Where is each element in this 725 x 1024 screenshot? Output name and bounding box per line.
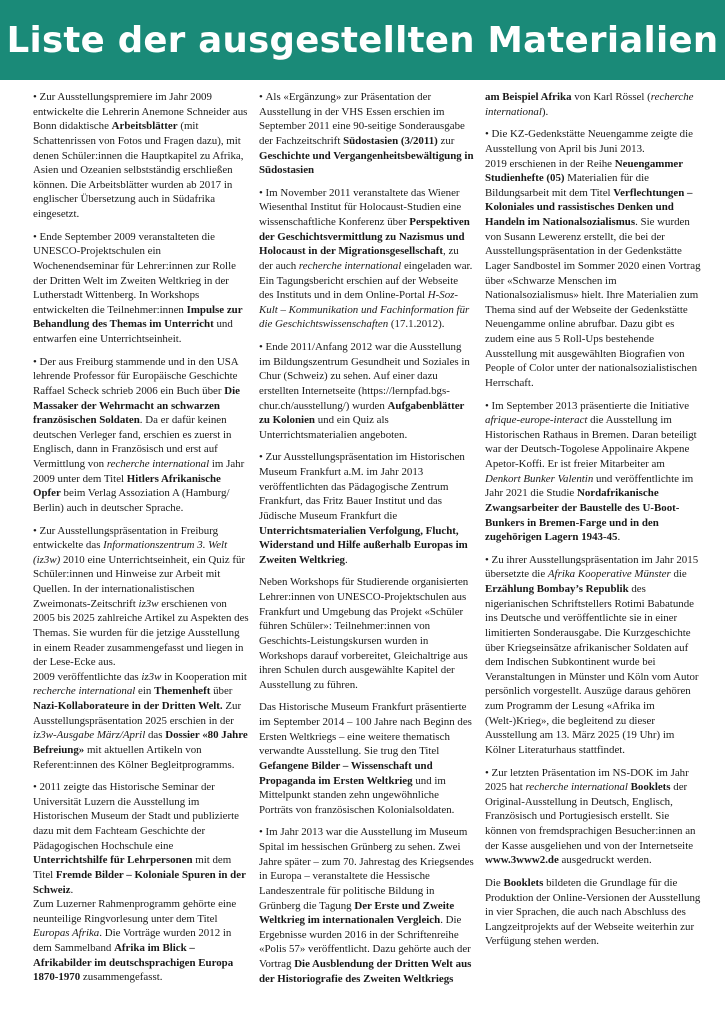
- text-run: eingeladen war. Ein Tagungsbericht erschien auf der Webseite des Instituts und in dem Online-Portal: [259, 259, 473, 302]
- italic-text: iz3w-Ausgabe März/April: [33, 729, 146, 742]
- text-run: Im November 2011 veranstaltete das Wiener Wiesenthal Institut für Holocaust-Studien eine wissenschaftliche Konferenz über: [259, 186, 462, 228]
- text-run: Das Historische Museum Frankfurt präsentierte im September 2014 – 100 Jahre nach Beginn des Ersten Weltkriegs – eine weitere thematisch verwandte Ausstellung. Sie trug den Titel: [259, 701, 472, 758]
- text-run: zur: [437, 134, 455, 147]
- bold-text: Aufgabenblätter zu Kolonien: [259, 399, 465, 427]
- bold-text: Impulse zur Behandlung des Themas im Unterricht: [33, 303, 243, 331]
- text-run: Der aus Freiburg stammende und in den USA lehrende Professor für Europäische Geschichte Raffael Scheck schrieb 2006 ein Buch über: [33, 355, 239, 397]
- text-run: beim Verlag Assoziation A (Hamburg/ Berlin) auch in deutscher Sprache.: [33, 487, 230, 514]
- bullet-paragraph: [485, 553, 701, 758]
- text-run: Zur letzten Präsentation im NS-DOK im Jahr 2025 hat: [485, 766, 689, 794]
- italic-text: afrique-europe-interact: [485, 414, 588, 427]
- text-run: , zu der auch: [259, 245, 459, 272]
- bold-text: Hitlers Afrikanische Opfer: [33, 472, 221, 500]
- text-run: Materialien für die Bildungsarbeit mit dem Titel: [485, 172, 649, 199]
- text-run: ausgedruckt werden.: [558, 854, 652, 867]
- paragraph: [485, 157, 701, 391]
- italic-text: recherche international: [485, 91, 694, 118]
- text-run: im Jahr 2009 unter dem Titel: [33, 458, 245, 485]
- bold-text: Gefangene Bilder – Wissenschaft und Propaganda im Ersten Weltkrieg: [259, 759, 433, 787]
- bullet-paragraph: [485, 399, 701, 545]
- text-run: zusammengefasst.: [80, 971, 163, 984]
- text-run: Ende September 2009 veranstalteten die UNESCO-Projektschulen ein Wochenendseminar für Lehrer:innen zur Rolle der Dritten Welt im Zweiten Weltkrieg in der Lutherstadt Wittenberg. In Workshops entwickelten die Teilnehmer:innen: [33, 230, 236, 316]
- text-run: .: [345, 553, 348, 566]
- text-run: ein: [135, 685, 155, 698]
- text-run: die Ausstellung im Historischen Rathaus in Bremen. Daran beteiligt war der Deutsch-Togolese Appolinaire Akpene Apetor-Koffi. Er ist freier Mitarbeiter am: [485, 414, 697, 470]
- text-run: Im September 2013 präsentierte die Initiative: [491, 399, 690, 412]
- text-run: des nigerianischen Schriftstellers Rotimi Babatunde ins Deutsche und veröffentlichte sie in einer limitierten Sonderausgabe. Die Kurzgeschichte über Kriegseinsätze afrikanischer Soldaten auf dem Indischen Subkontinent wurde bei Veranstaltungen in Münster und Köln vom Autor persönlich vorgestellt. Auszüge daraus gehören zum Programm der Lesung «Afrika im (Welt-)Krieg», die begleitend zu dieser Ausstellung am 13. März 2025 (19 Uhr) im Kölner Literaturhaus stattfindet.: [485, 583, 699, 756]
- bold-text: Verflechtungen – Koloniales und rassistisches Denken und Handeln im Nationalsozialismus: [485, 186, 693, 228]
- bold-text: Afrika im Blick – Afrikabilder im deutschsprachigen Europa 1870-1970: [33, 942, 234, 984]
- bullet-paragraph: [259, 825, 475, 986]
- text-run: . Da er dafür keinen deutschen Verleger fand, erschien es zuerst in Englisch, dann in Französisch und erst auf Vermittlung von: [33, 414, 232, 470]
- bullet-paragraph: [33, 355, 249, 516]
- bullet-paragraph: [259, 186, 475, 332]
- italic-text: iz3w: [138, 597, 159, 610]
- text-run: . Die Vorträge wurden 2012 in dem Sammelband: [33, 927, 232, 954]
- bold-text: Erzählung Bombay’s Republik: [485, 583, 629, 595]
- text-run: Im Jahr 2013 war die Ausstellung im Museum Spital im hessischen Grünberg zu sehen. Zwei Jahre später – zum 70. Jahrestag des Kriegsendes in Europa – veranstaltete die Hessische Landeszentrale für politische Bildung in Grünberg die Tagung: [259, 826, 474, 912]
- bold-text: Fremde Bilder – Koloniale Spuren in der Schweiz: [33, 868, 246, 896]
- bold-text: Unterrichtshilfe für Lehrpersonen: [33, 854, 193, 867]
- page-title-banner: [0, 0, 725, 80]
- bold-text: Themenheft: [154, 685, 211, 698]
- text-run: (mit Schattenrissen von Fotos und Fragen dazu), mit denen Schüler:innen die Hauptkapitel zu Afrika, Asien und Ozeanien selbstständig erschließen können. Die Arbeitsblätter wurden ab 2017 in englischer Übersetzung auch in Südafrika eingesetzt.: [33, 120, 244, 220]
- bold-text: Unterrichtsmaterialien Verfolgung, Flucht, Widerstand und Hilfe außerhalb Europas im Zweiten Weltkrieg: [259, 524, 468, 566]
- text-run: Die KZ-Gedenkstätte Neuengamme zeigte die Ausstellung von April bis Juni 2013.: [485, 128, 693, 155]
- text-run: 2009 veröffentlichte das: [33, 670, 142, 683]
- bold-text: Der Erste und Zweite Weltkrieg im internationalen Vergleich: [259, 899, 455, 927]
- bold-text: Nazi-Kollaborateure in der Dritten Welt.: [33, 700, 223, 712]
- bold-text: Neuengammer Studienhefte (05): [485, 157, 683, 185]
- bold-text: Die Massaker der Wehrmacht an schwarzen französischen Soldaten: [33, 384, 240, 427]
- italic-text: iz3w: [141, 670, 162, 683]
- text-run: Zu ihrer Ausstellungspräsentation im Jahr 2015 übersetzte die: [485, 553, 699, 581]
- text-run: . Die Ergebnisse wurden 2016 in der Schriftenreihe «Polis 57» veröffentlicht. Dazu gehörte auch der Vortrag: [259, 914, 471, 970]
- text-run: ).: [541, 105, 549, 118]
- text-run: . Sie wurden von Susann Lewerenz erstellt, die bei der Ausstellungspräsentation in der Gedenkstätte Lager Sandbostel im Sommer 2020 einen Vortrag über «Schwarze Menschen im Nationalsozialismus» hielt. Ihre Materialien zum Thema sind auf der Webseite der Gedenkstätte Neuengamme online abrufbar. Dazu gibt es zudem eine aus 5 Roll-Ups bestehende Ausstellung mit ausgewählten Biografien von People of Color unter der nationalsozialistischen Herrschaft.: [485, 216, 701, 389]
- bullet-paragraph: [259, 90, 475, 178]
- text-run: 2019 erschienen in der Reihe: [485, 157, 615, 170]
- text-run: das: [145, 729, 166, 742]
- bullet-paragraph: [259, 340, 475, 442]
- text-run: und im Mittelpunkt standen zehn ungewöhnliche Porträts von französischen Kolonialsoldaten.: [259, 774, 455, 816]
- text-run: .: [617, 531, 621, 544]
- text-run: (17.1.2012).: [388, 318, 445, 331]
- text-run: Zur Ausstellungspräsentation in Freiburg entwickelte das: [33, 524, 219, 552]
- text-run: über: [210, 685, 233, 698]
- bullet-paragraph: [33, 90, 249, 222]
- italic-text: H-Soz-Kult – Kommunikation und Fachinformation für die Geschichtswissenschaften: [259, 289, 470, 331]
- bold-text: Booklets: [630, 781, 671, 794]
- italic-text: recherche international: [298, 259, 402, 272]
- text-run: Zur Ausstellungspremiere im Jahr 2009 entwickelte die Lehrerin Anemone Schneider aus Bonn didaktische: [33, 91, 248, 133]
- italic-text: Denkort Bunker Valentin: [485, 472, 594, 485]
- column-3: [485, 90, 701, 994]
- text-run: der Original-Ausstellung in Deutsch, Englisch, Französisch und Portugiesisch erstellt. Sie können von fremdsprachigen Besucher:innen an der Kasse ausgeliehen und von der Internetseite: [485, 781, 696, 852]
- paragraph: [485, 876, 701, 949]
- italic-text: Informationszentrum 3. Welt (iz3w): [33, 539, 228, 566]
- bold-text: am Beispiel Afrika: [485, 91, 572, 103]
- paragraph: [33, 897, 249, 985]
- text-run: und entwarfen eine Unterrichtseinheit.: [33, 318, 233, 345]
- italic-text: recherche international: [33, 685, 136, 698]
- paragraph: [33, 670, 249, 772]
- text-run: in Kooperation mit: [161, 670, 247, 683]
- text-run: bildeten die Grundlage für die Produktion der Online-Versionen der Ausstellung in vier Sprachen, die auch nach Abschluss des Langzeitprojekts auf der Webseite weiterhin zur Verfügung stehen werden.: [485, 876, 701, 948]
- text-run: erschienen von 2005 bis 2025 zahlreiche Artikel zu Aspekten des Themas. Sie wurden für die jetzige Ausstellung in einem Reader zusammengefasst und liegen in der Lese-Ecke aus.: [33, 597, 249, 669]
- text-run: Die: [485, 876, 504, 889]
- page-title: Liste der ausgestellten Materialien: [6, 19, 719, 61]
- column-1: [33, 90, 249, 994]
- text-run: Ende 2011/Anfang 2012 war die Ausstellung im Bildungszentrum Gesundheit und Soziales in Chur (Schweiz) zu sehen. Auf einer dazu erstellten Internetseite (https://lernpfad.bgs-chur.ch/ausstellung/) wurden: [259, 341, 470, 412]
- text-run: Als «Ergänzung» zur Präsentation der Ausstellung in der VHS Essen erschien im September 2011 eine 90-seitige Sonderausgabe der Fachzeitschrift: [259, 91, 465, 147]
- bold-text: Geschichte und Vergangenheitsbewältigung in Südostasien: [259, 149, 474, 177]
- text-run: Neben Workshops für Studierende organisierten Lehrer:innen von UNESCO-Projektschulen aus Frankfurt und Umgebung das Projekt «Schüler führen Schüler»: Teilnehmer:innen von Geschichts-Leistungskursen wurden in Workshops darauf vorbereitet, Gleichaltrige aus ihren Schulen durch ausgewählte Kapitel der Ausstellung zu führen.: [259, 576, 469, 691]
- paragraph: [259, 575, 475, 692]
- italic-text: recherche international: [106, 458, 210, 470]
- text-run: und ein Quiz als Unterrichtsmaterialien angeboten.: [259, 414, 408, 441]
- bold-text: Nordafrikanische Zwangsarbeiter der Baustelle des U-Boot-Bunkers in Bremen-Farge und in den zugehörigen Lagern 1943-45: [485, 487, 680, 544]
- text-run: 2010 eine Unterrichtseinheit, ein Quiz für Schüler:innen und Hinweise zur Arbeit mit Quellen. In der internationalistischen Zweimonats-Zeitschrift: [33, 553, 246, 610]
- bold-text: Die Ausblendung der Dritten Welt aus der Historiografie des Zweiten Weltkriegs: [259, 958, 472, 985]
- text-run: von Karl Rössel (: [571, 91, 651, 103]
- paragraph: [485, 90, 701, 119]
- bullet-paragraph: [33, 524, 249, 670]
- paragraph: [259, 700, 475, 817]
- text-run: mit dem Titel: [33, 854, 232, 881]
- text-run: Zum Luzerner Rahmenprogramm gehörte eine neunteilige Ringvorlesung unter dem Titel: [33, 898, 237, 925]
- bullet-paragraph: [259, 450, 475, 567]
- text-run: Zur Ausstellungspräsentation 2025 erschien in der: [33, 700, 242, 727]
- bold-text: Arbeitsblätter: [111, 120, 178, 133]
- bullet-paragraph: [485, 127, 701, 156]
- italic-text: Afrika Kooperative Münster: [547, 568, 671, 581]
- italic-text: Europas Afrika: [33, 927, 100, 940]
- bullet-paragraph: [33, 780, 249, 897]
- column-2: [259, 90, 475, 994]
- text-run: Zur Ausstellungspräsentation im Historischen Museum Frankfurt a.M. im Jahr 2013 veröffentlichten das Pädagogische Zentrum Frankfurt, das Fritz Bauer Institut und das Jüdische Museum Frankfurt die: [259, 451, 465, 522]
- text-run: 2011 zeigte das Historische Seminar der Universität Luzern die Ausstellung im Historischen Museum der Stadt und publizierte dazu mit dem Fachteam Geschichte der Pädagogischen Hochschule eine: [33, 781, 239, 852]
- bold-text: Dossier «80 Jahre Befreiung»: [33, 729, 248, 756]
- text-run: und veröffentlichte im Jahr 2021 die Studie: [485, 472, 694, 500]
- italic-text: recherche international: [525, 781, 628, 794]
- bullet-paragraph: [33, 230, 249, 347]
- bold-text: Booklets: [503, 876, 544, 889]
- text-run: die: [670, 568, 687, 581]
- bold-text: Perspektiven der Geschichtsvermittlung zu Nazismus und Holocaust in der Migrationsgesellschaft: [259, 216, 470, 258]
- bullet-paragraph: [485, 766, 701, 868]
- text-columns: [33, 90, 701, 994]
- bold-text: Südostasien (3/2011): [343, 134, 438, 147]
- text-run: .: [70, 883, 74, 896]
- text-run: mit aktuellen Artikeln von Referent:innen des Kölner Begleitprogramms.: [33, 743, 235, 771]
- bold-text: www.3www2.de: [485, 854, 559, 867]
